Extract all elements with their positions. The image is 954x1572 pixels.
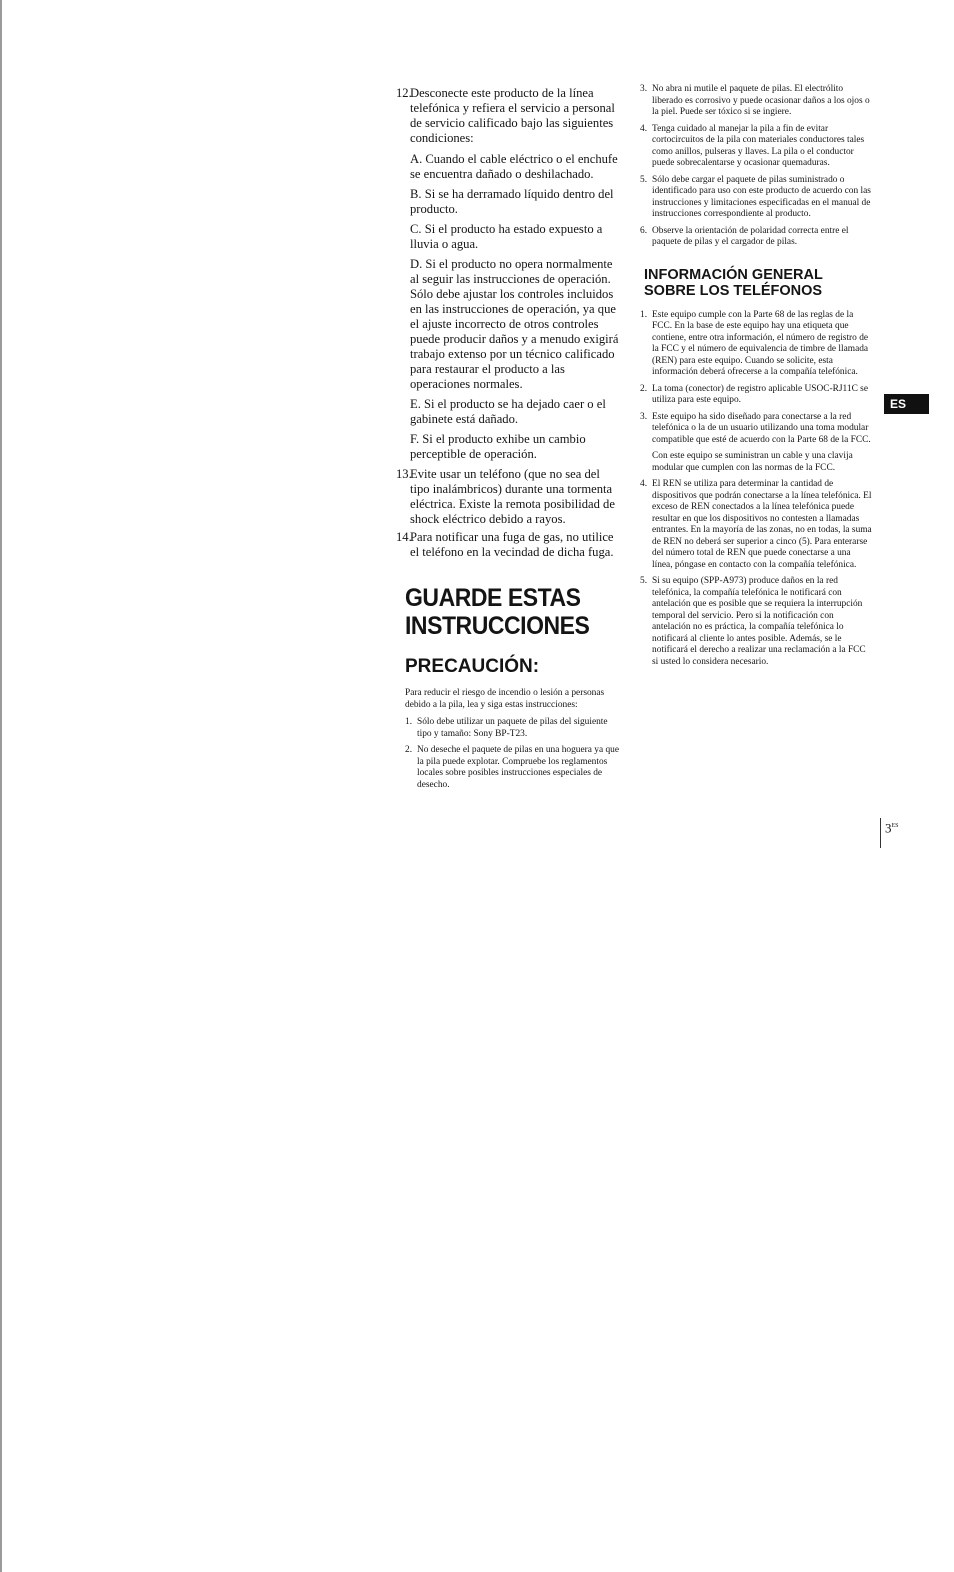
phone-info-heading — [644, 267, 872, 300]
caution-list — [405, 717, 619, 791]
heading-line: SOBRE LOS TELÉFONOS — [644, 283, 823, 299]
list-item — [405, 745, 619, 791]
page-number-suffix: ES — [891, 823, 899, 829]
battery-list-continued — [640, 84, 872, 249]
list-item — [640, 384, 872, 407]
list-text: Este equipo ha sido diseñado para conectarse a la red telefónica o la de un usuario utilizando una toma modular compatible que esté de acuerdo con la Parte 68 de la FCC. — [652, 411, 871, 445]
list-item — [640, 412, 872, 475]
heading-line: INSTRUCCIONES — [405, 612, 590, 640]
list-number: 2. — [640, 383, 648, 394]
list-item — [640, 310, 872, 379]
list-number: 12. — [396, 86, 412, 100]
list-item — [640, 226, 872, 249]
list-text: Para notificar una fuga de gas, no utilice el teléfono en la vecindad de dicha fuga. — [410, 530, 614, 559]
list-number: 13. — [396, 467, 412, 481]
list-text: Desconecte este producto de la línea telefónica y refiera el servicio a personal de servicio calificado bajo las siguientes condiciones: — [410, 86, 615, 145]
list-text: No deseche el paquete de pilas en una hoguera ya que la pila puede explotar. Compruebe los reglamentos locales sobre posibles instrucciones especiales de desecho. — [417, 745, 619, 790]
safety-list-continued — [397, 86, 619, 560]
list-number: 1. — [640, 309, 648, 320]
condition-item: A. Cuando el cable eléctrico o el enchufe se encuentra dañado o deshilachado. — [410, 152, 618, 181]
list-number: 5. — [640, 576, 648, 586]
list-text: Evite usar un teléfono (que no sea del tipo inalámbricos) durante una tormenta eléctrica. Existe la remota posibilidad de shock eléctrico debido a rayos. — [410, 467, 615, 526]
list-text: La toma (conector) de registro aplicable USOC-RJ11C se utiliza para este equipo. — [652, 383, 868, 405]
page-number-value: 3 — [885, 820, 892, 836]
list-item — [397, 86, 619, 462]
list-number: 3. — [640, 84, 648, 94]
list-number: 4. — [640, 123, 648, 134]
language-tab-badge: ES — [884, 394, 929, 414]
list-number: 6. — [640, 225, 648, 236]
list-number: 3. — [640, 411, 648, 422]
list-text: Este equipo cumple con la Parte 68 de las reglas de la FCC. En la base de este equipo hay una etiqueta que contiene, entre otra información, el número de registro de la FCC y el número de equivalencia de timbre de llamada (REN) para este equipo. Cuando se solicite, esta información deberá ofrecerse a la compañía telefónica. — [652, 309, 869, 377]
list-item — [640, 479, 872, 571]
condition-item: B. Si se ha derramado líquido dentro del producto. — [410, 187, 614, 216]
page-number — [880, 818, 899, 848]
save-instructions-heading — [405, 584, 602, 640]
phone-info-list — [640, 310, 872, 669]
list-item — [405, 717, 619, 740]
right-column — [640, 84, 872, 673]
condition-item: C. Si el producto ha estado expuesto a lluvia o agua. — [410, 222, 603, 251]
list-item — [640, 124, 872, 170]
condition-item: F. Si el producto exhibe un cambio perceptible de operación. — [410, 432, 586, 461]
page-edge-shadow — [0, 0, 2, 1572]
list-text: Sólo debe utilizar un paquete de pilas del siguiente tipo y tamaño: Sony BP-T23. — [417, 717, 608, 739]
heading-line: INFORMACIÓN GENERAL — [644, 266, 823, 283]
condition-item: D. Si el producto no opera normalmente al seguir las instrucciones de operación. Sólo debe ajustar los controles incluidos en las instrucciones de operación, ya que el ajuste incorrecto de otros controles puede producir daños y a menudo exigirá trabajo extenso por un técnico calificado para restaurar el producto a las operaciones normales. — [410, 257, 619, 391]
condition-list — [410, 152, 619, 462]
left-column — [397, 86, 619, 796]
list-item — [640, 175, 872, 221]
list-text: Si su equipo (SPP-A973) produce daños en la red telefónica, la compañía telefónica le notificará con antelación que es posible que se requiera la interrupción temporal del servicio. Pero si la notificación con antelación no es práctica, la compañía telefónica lo notificará al cliente lo antes posible. Además, se le notificará el derecho a realizar una reclamación a la FCC si usted lo considera necesario. — [652, 576, 866, 667]
heading-line: GUARDE ESTAS — [405, 584, 581, 612]
list-text: Sólo debe cargar el paquete de pilas suministrado o identificado para uso con este producto de acuerdo con las instrucciones y limitaciones especificadas en el manual de instrucciones correspondiente al producto. — [652, 174, 871, 219]
list-item — [640, 84, 872, 119]
list-item — [397, 530, 619, 560]
caution-intro: Para reducir el riesgo de incendio o lesión a personas debido a la pila, lea y siga estas instrucciones: — [405, 688, 605, 710]
list-number: 2. — [405, 745, 413, 755]
list-item — [640, 576, 872, 668]
list-extra-text: Con este equipo se suministran un cable y una clavija modular que cumplen con las normas de la FCC. — [652, 451, 853, 473]
list-number: 14. — [396, 530, 412, 544]
list-number: 4. — [640, 479, 648, 489]
list-text: Tenga cuidado al manejar la pila a fin de evitar cortocircuitos de la pila con materiales conductores tales como anillos, pulseras y llaves. La pila o el conductor puede sobrecalentarse y ocasionar quemaduras. — [652, 123, 865, 168]
list-number: 5. — [640, 174, 648, 185]
caution-heading: PRECAUCIÓN: — [405, 656, 540, 677]
list-text: No abra ni mutile el paquete de pilas. El electrólito liberado es corrosivo y puede ocasionar daños a los ojos o la piel. Puede ser tóxico si se ingiere. — [652, 84, 870, 117]
list-item — [397, 467, 619, 527]
condition-item: E. Si el producto se ha dejado caer o el gabinete está dañado. — [410, 397, 606, 426]
list-text: El REN se utiliza para determinar la cantidad de dispositivos que podrán conectarse a la línea telefónica. El exceso de REN conectados a la línea telefónica puede resultar en que los dispositivos no contesten a llamadas entrantes. En la mayoría de las zonas, no en todas, la suma de REN no deberá ser superior a cinco (5). Para enterarse del número total de REN que puede conectarse a una línea, póngase en contacto con la compañía telefónica. — [652, 479, 872, 570]
list-number: 1. — [405, 717, 413, 727]
list-text: Observe la orientación de polaridad correcta entre el paquete de pilas y el cargador de pilas. — [652, 225, 849, 247]
